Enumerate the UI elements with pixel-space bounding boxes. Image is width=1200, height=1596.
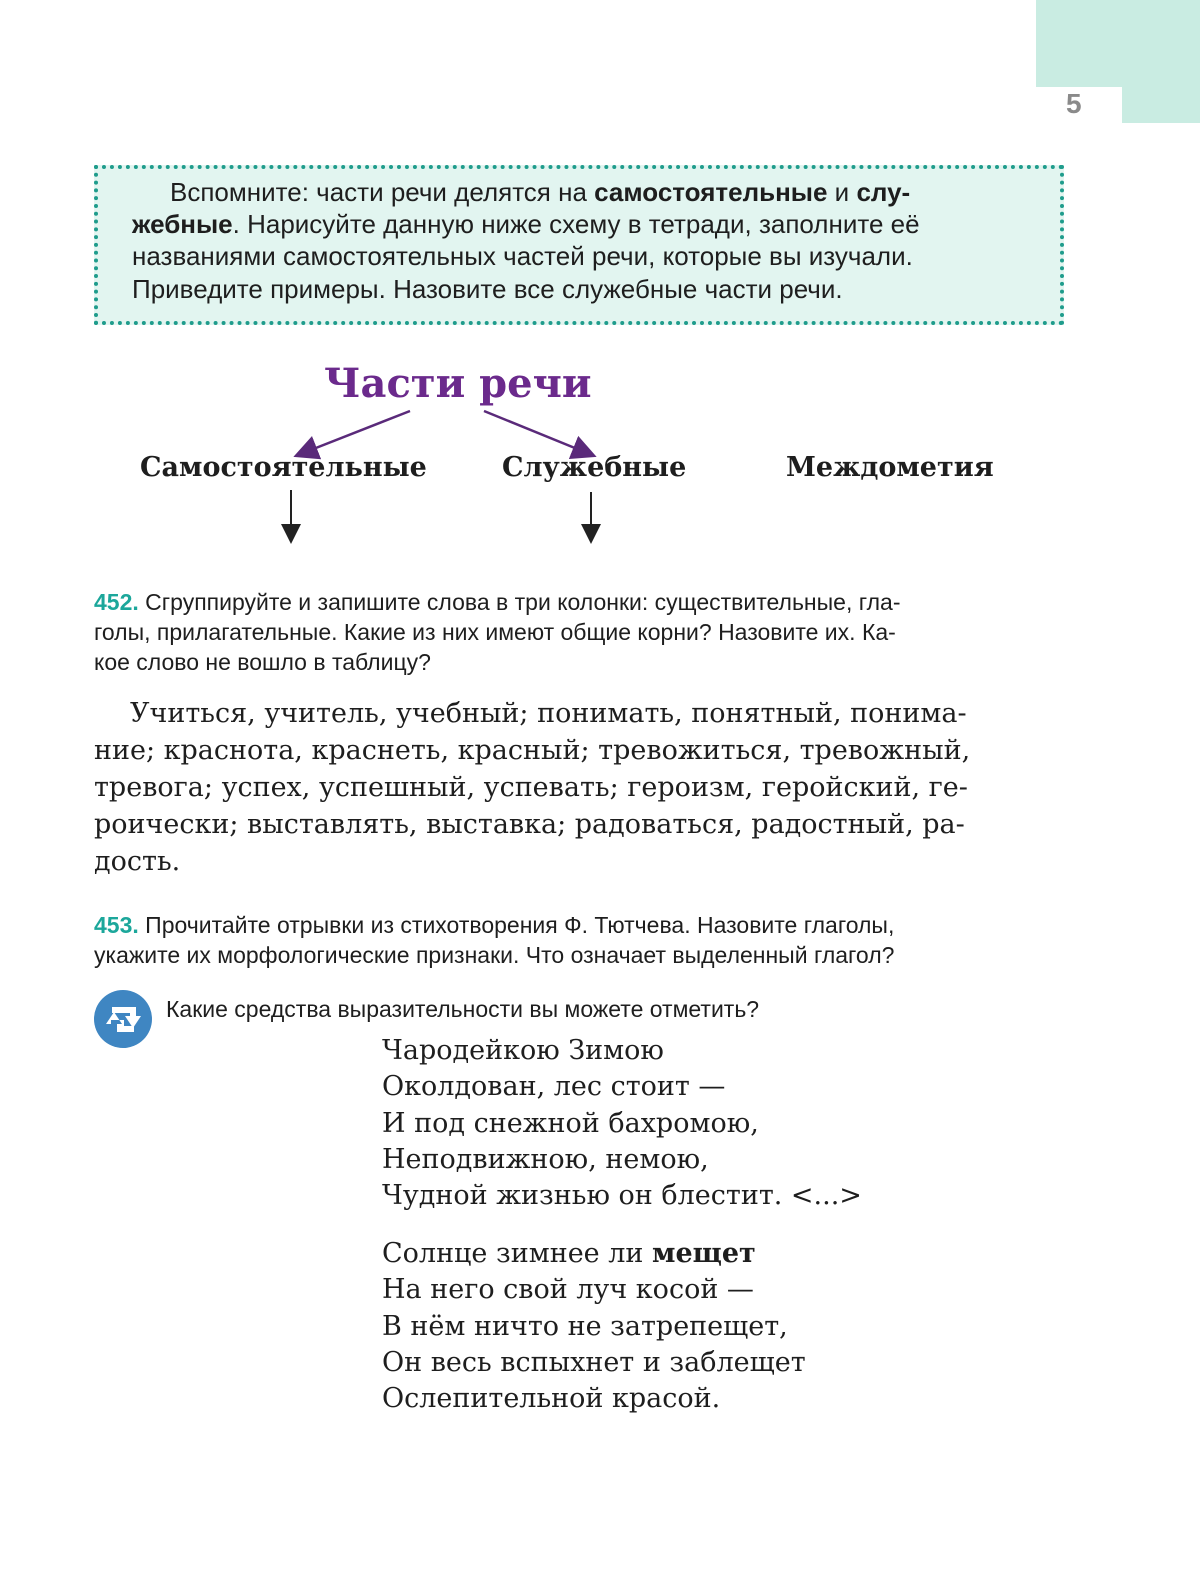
reminder-line: Приведите примеры. Назовите все служебные части речи. (132, 274, 843, 304)
diagram-auxiliary: Служебные (502, 452, 687, 483)
poem-line: Чудной жизнью он блестит. <...> (382, 1180, 862, 1211)
poem-line: Он весь вспыхнет и заблещет (382, 1347, 806, 1378)
text: Солнце зимнее ли (382, 1238, 652, 1269)
bold-term: слу- (856, 177, 911, 207)
exercise-number: 452. (94, 589, 139, 615)
repeat-arrows-icon (94, 990, 152, 1048)
exercise-line: голы, прилагательные. Какие из них имеют общие корни? Назовите их. Ка- (94, 619, 896, 645)
exercise-line (94, 912, 894, 939)
poem-line: На него свой луч косой — (382, 1274, 754, 1305)
exercise-line (94, 589, 901, 616)
word-line: дость. (94, 846, 181, 877)
bold-term: жебные (132, 209, 233, 239)
word-line: ние; краснота, краснеть, красный; тревожиться, тревожный, (94, 735, 971, 766)
reminder-line: названиями самостоятельных частей речи, которые вы изучали. (132, 241, 913, 271)
text: Сгруппируйте и запишите слова в три колонки: существительные, гла- (145, 589, 901, 615)
text: и (827, 177, 857, 207)
bold-term: самостоятельные (594, 177, 828, 207)
poem-line (382, 1238, 756, 1269)
poem-line: В нём ничто не затрепещет, (382, 1311, 788, 1342)
arrow-to-independent (298, 411, 410, 455)
poem-line: Ослепительной красой. (382, 1383, 721, 1414)
word-line: роически; выставлять, выставка; радоваться, радостный, ра- (94, 809, 965, 840)
diagram-independent: Самостоятельные (140, 452, 427, 483)
poem-line: Чародейкою Зимою (382, 1035, 664, 1066)
poem-line: Околдован, лес стоит — (382, 1071, 726, 1102)
poem-line: Неподвижною, немою, (382, 1144, 709, 1175)
extra-task: Какие средства выразительности вы можете отметить? (166, 996, 760, 1022)
text: . Нарисуйте данную ниже схему в тетради, заполните её (232, 209, 920, 239)
word-line: тревога; успех, успешный, успевать; героизм, геройский, ге- (94, 772, 968, 803)
arrow-to-auxiliary (484, 411, 592, 455)
exercise-number: 453. (94, 912, 139, 938)
page-number: 5 (1066, 88, 1082, 119)
highlighted-verb: мещет (651, 1238, 756, 1269)
word-line: Учиться, учитель, учебный; понимать, понятный, понима- (130, 698, 967, 729)
diagram-title: Части речи (324, 360, 592, 407)
text: Вспомните: части речи делятся на (170, 177, 595, 207)
diagram-interjections: Междометия (786, 452, 994, 483)
exercise-line: кое слово не вошло в таблицу? (94, 649, 431, 675)
poem-line: И под снежной бахромою, (382, 1108, 759, 1139)
text: Прочитайте отрывки из стихотворения Ф. Тютчева. Назовите глаголы, (145, 912, 895, 938)
exercise-line: укажите их морфологические признаки. Что означает выделенный глагол? (94, 942, 895, 968)
